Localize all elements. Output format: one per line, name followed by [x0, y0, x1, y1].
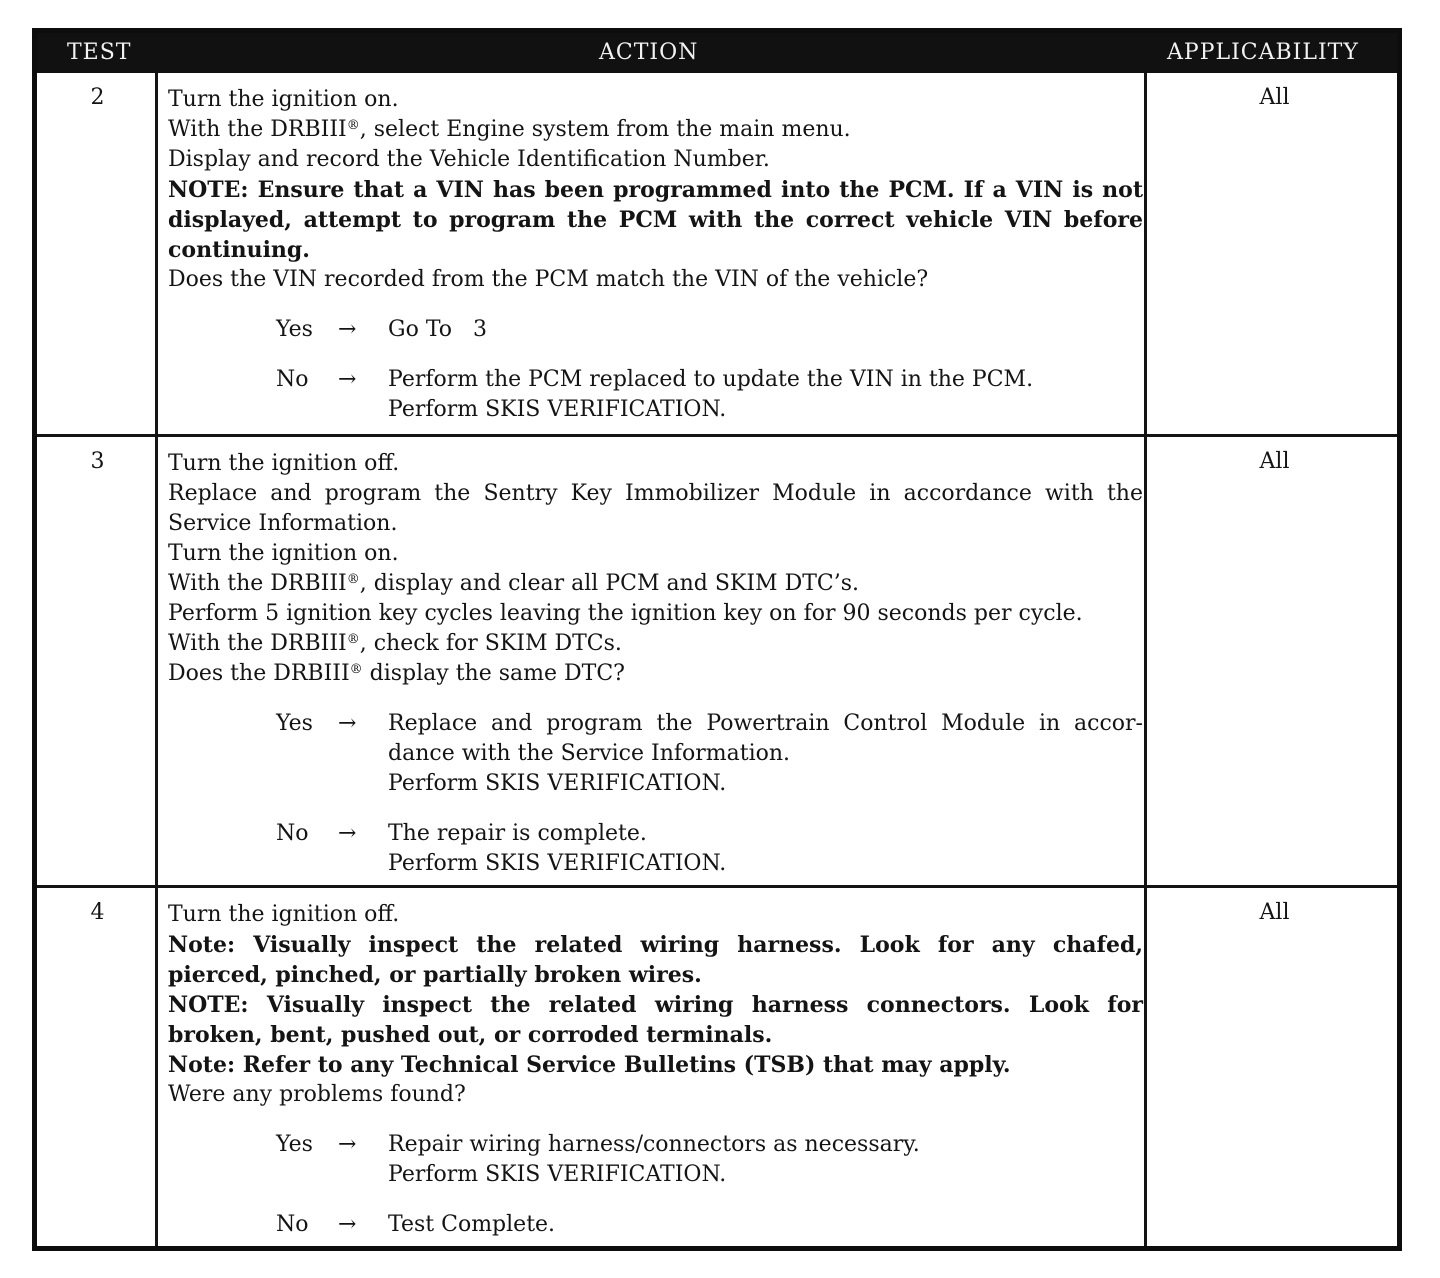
note-line: NOTE: Ensure that a VIN has been programmed into the PCM. If a VIN is not [168, 177, 1143, 203]
arrow-right-icon: → [338, 821, 357, 846]
note-line: Note: Visually inspect the related wiring harness. Look for any chafed, [168, 932, 1143, 958]
header-applicability: APPLICABILITY [1167, 40, 1359, 65]
action-line: Perform 5 ignition key cycles leaving the ignition key on for 90 seconds per cycle. [168, 601, 1083, 626]
outcome-line: dance with the Service Information. [388, 741, 791, 766]
action-line: With the DRBIII®, display and clear all PCM and SKIM DTC’s. [168, 571, 859, 596]
diagnostic-test-table [32, 28, 1402, 1251]
note-line: continuing. [168, 237, 310, 263]
note-line: Note: Refer to any Technical Service Bulletins (TSB) that may apply. [168, 1052, 1011, 1078]
outcome-line: Repair wiring harness/connectors as necessary. [388, 1132, 920, 1157]
outcome-line: The repair is complete. [388, 821, 647, 846]
outcome-line: Test Complete. [388, 1212, 556, 1237]
yes-label: Yes [276, 1132, 313, 1157]
outcome-line: Perform SKIS VERIFICATION. [388, 1162, 727, 1187]
outcome-line: Perform SKIS VERIFICATION. [388, 851, 727, 876]
question-line: Were any problems found? [168, 1082, 466, 1107]
yes-label: Yes [276, 711, 313, 736]
action-line: Turn the ignition off. [168, 451, 400, 476]
applicability-cell: All [1259, 449, 1290, 474]
applicability-cell: All [1259, 85, 1290, 110]
table-row-test-4 [37, 888, 1397, 1246]
no-label: No [276, 367, 309, 392]
yes-label: Yes [276, 317, 313, 342]
arrow-right-icon: → [338, 711, 357, 736]
test-number: 3 [90, 449, 105, 474]
question-line: Does the DRBIII® display the same DTC? [168, 661, 625, 686]
table-row-test-3 [37, 437, 1397, 888]
note-line: pierced, pinched, or partially broken wires. [168, 962, 702, 988]
note-line: displayed, attempt to program the PCM with the correct vehicle VIN before [168, 207, 1143, 233]
no-label: No [276, 821, 309, 846]
outcome-line: Go To 3 [388, 317, 487, 342]
question-line: Does the VIN recorded from the PCM match the VIN of the vehicle? [168, 267, 929, 292]
test-number: 4 [90, 900, 105, 925]
table-header [37, 33, 1397, 73]
action-line: Display and record the Vehicle Identification Number. [168, 147, 770, 172]
outcome-line: Perform the PCM replaced to update the VIN in the PCM. [388, 367, 1034, 392]
outcome-yes [168, 315, 1143, 345]
action-cell [168, 85, 1143, 425]
action-cell [168, 900, 1143, 1240]
note-line: broken, bent, pushed out, or corroded terminals. [168, 1022, 773, 1048]
outcome-line: Perform SKIS VERIFICATION. [388, 397, 727, 422]
column-divider [155, 73, 158, 1246]
test-number: 2 [90, 85, 105, 110]
arrow-right-icon: → [338, 367, 357, 392]
action-line: Turn the ignition on. [168, 87, 399, 112]
action-cell [168, 449, 1143, 879]
column-divider [1144, 73, 1147, 1246]
outcome-yes [168, 709, 1143, 799]
note-line: NOTE: Visually inspect the related wiring harness connectors. Look for [168, 992, 1143, 1018]
table-row-test-2 [37, 73, 1397, 437]
action-line: Service Information. [168, 511, 398, 536]
arrow-right-icon: → [338, 317, 357, 342]
action-line: Turn the ignition on. [168, 541, 399, 566]
arrow-right-icon: → [338, 1132, 357, 1157]
action-line: Replace and program the Sentry Key Immobilizer Module in accordance with the [168, 481, 1143, 506]
arrow-right-icon: → [338, 1212, 357, 1237]
header-action: ACTION [599, 40, 699, 65]
outcome-no [168, 1210, 1143, 1240]
action-line: With the DRBIII®, select Engine system from the main menu. [168, 117, 851, 142]
no-label: No [276, 1212, 309, 1237]
outcome-no [168, 365, 1143, 425]
header-test: TEST [67, 40, 132, 65]
outcome-line: Replace and program the Powertrain Control Module in accor- [388, 711, 1143, 736]
outcome-no [168, 819, 1143, 879]
outcome-line: Perform SKIS VERIFICATION. [388, 771, 727, 796]
action-line: With the DRBIII®, check for SKIM DTCs. [168, 631, 622, 656]
outcome-yes [168, 1130, 1143, 1190]
applicability-cell: All [1259, 900, 1290, 925]
action-line: Turn the ignition off. [168, 902, 400, 927]
